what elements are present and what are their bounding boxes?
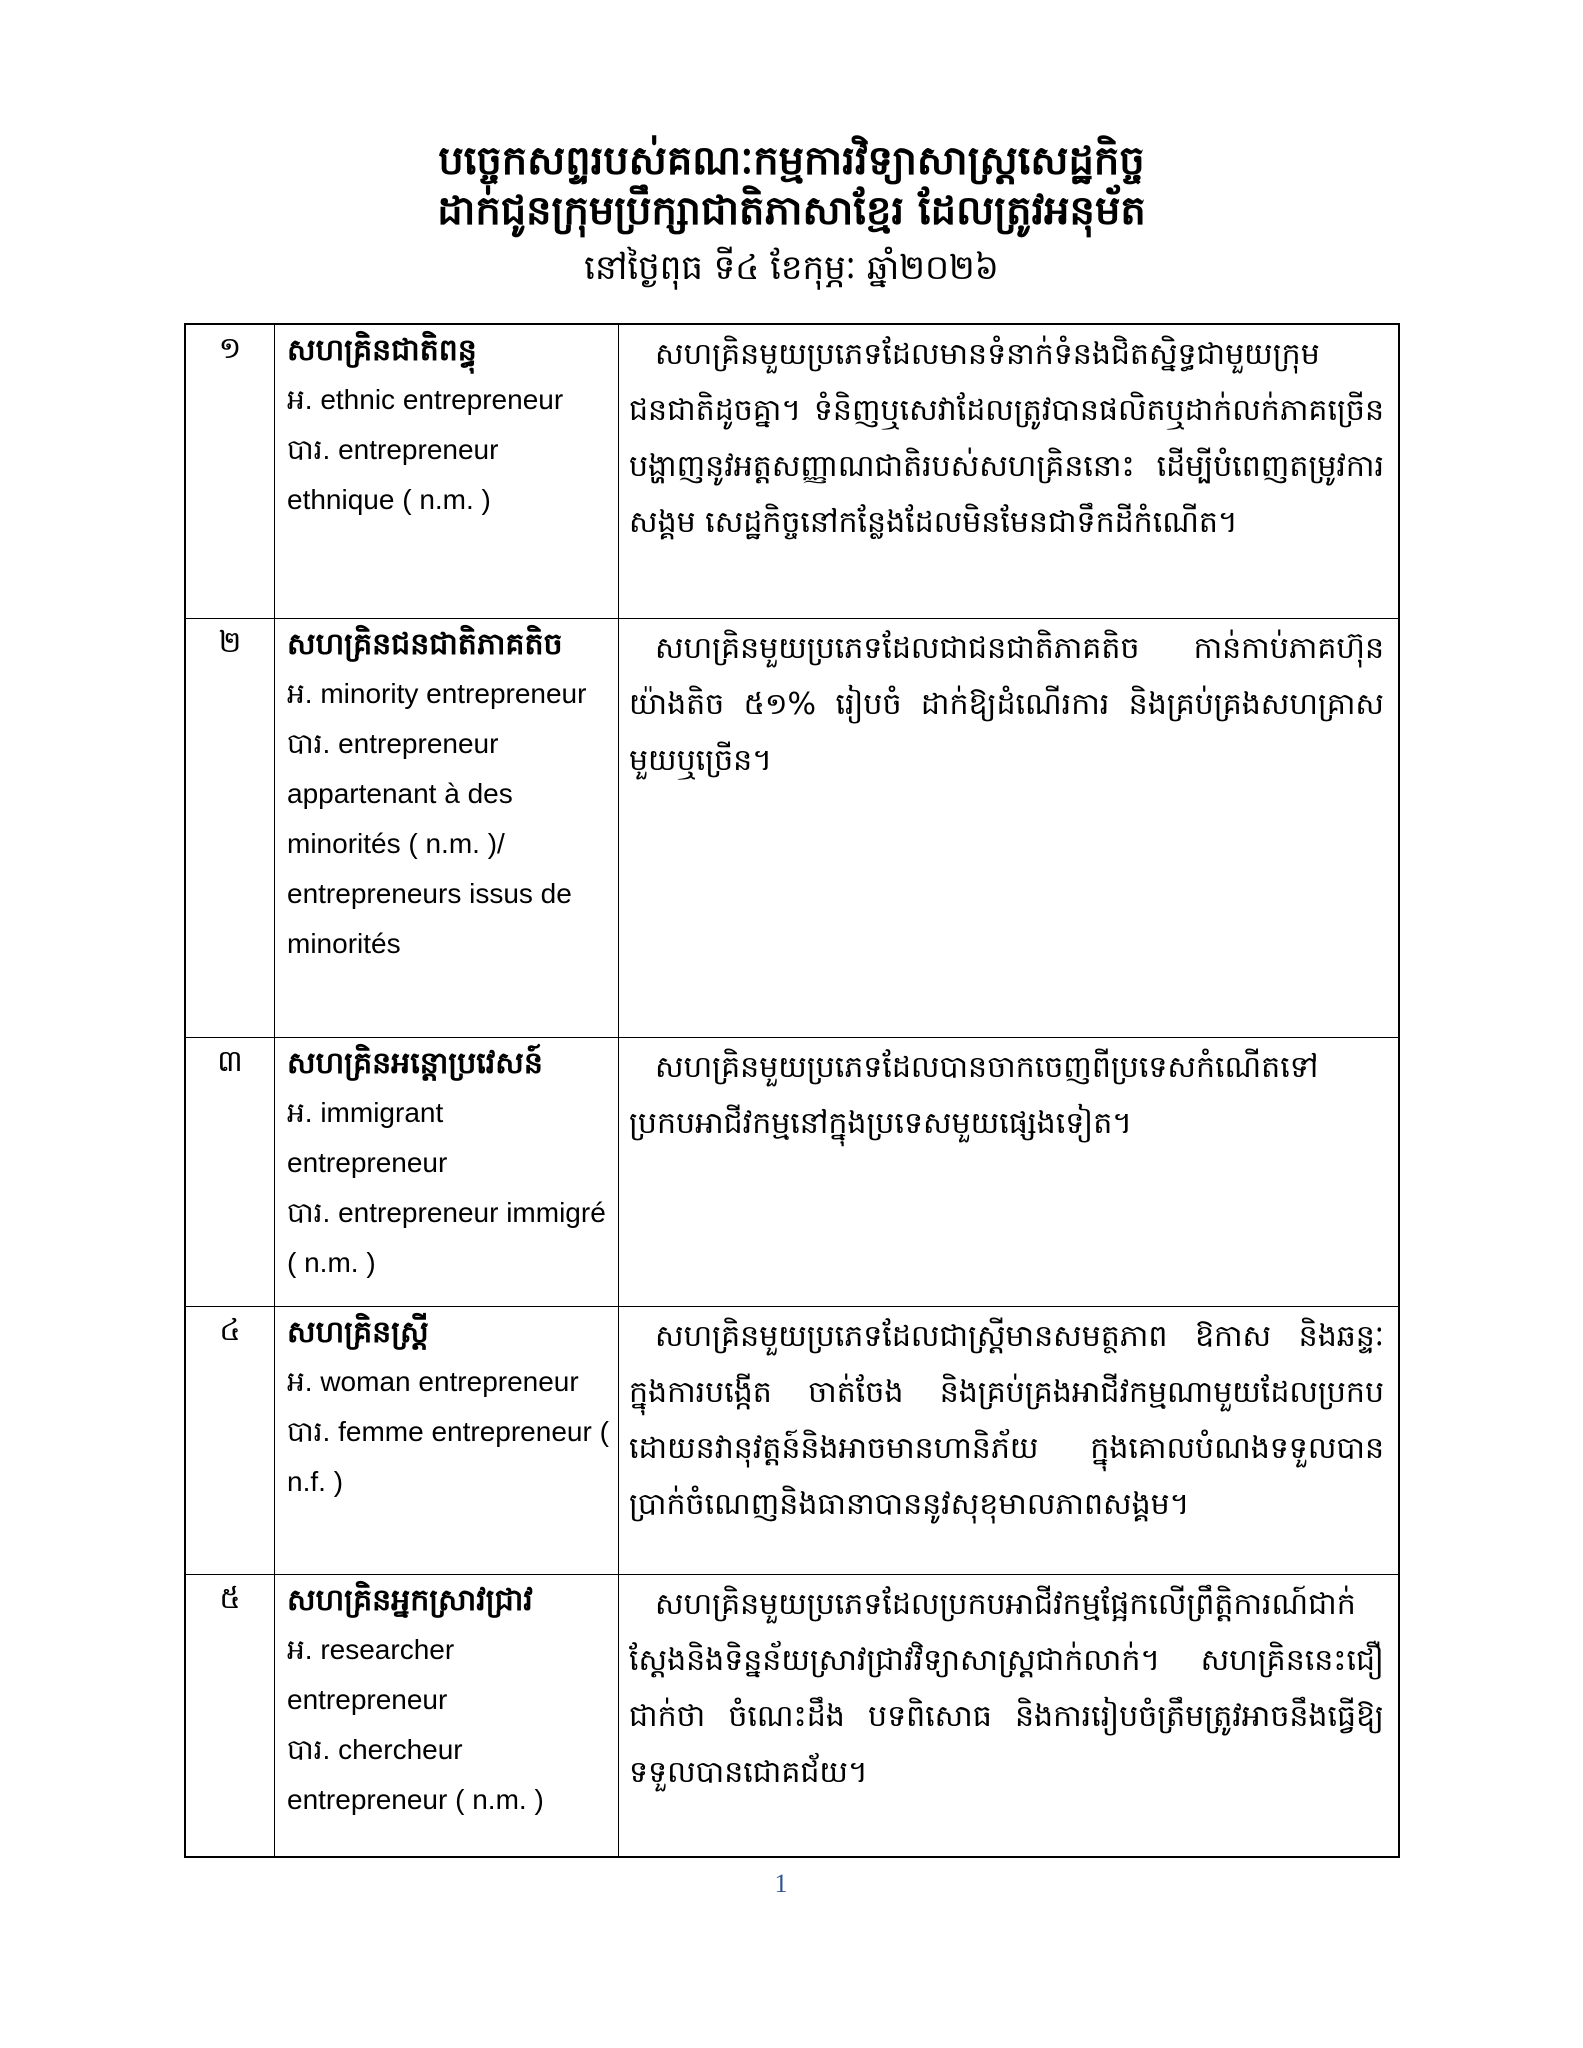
term-cell (275, 325, 619, 619)
term-definition: សហគ្រិនមួយប្រភេទដែលជាជនជាតិភាគតិច កាន់កាប់ភាគហ៊ុនយ៉ាងតិច ៥១% រៀបចំ ដាក់ឱ្យដំណើរការ និងគ្រប់គ្រងសហគ្រាសមួយឬច្រើន។ (619, 619, 1398, 1038)
document-title: បច្ចេកសព្ទរបស់គណៈកម្មការវិទ្យាសាស្ត្រសេដ្ឋកិច្ច (438, 138, 1145, 184)
term-khmer: សហគ្រិនជាតិពន្ធុ (287, 333, 477, 368)
term-number: ៤ (186, 1307, 275, 1575)
term-cell (275, 1038, 619, 1307)
term-number: ៥ (186, 1575, 275, 1856)
term-french: បារ. entrepreneur appartenant à des minorités ( n.m. )/ entrepreneurs issus de minorités (287, 728, 572, 959)
term-definition: សហគ្រិនមួយប្រភេទដែលបានចាកចេញពីប្រទេសកំណើតទៅប្រកបអាជីវកម្មនៅក្នុងប្រទេសមួយផ្សេងទៀត។ (619, 1038, 1398, 1307)
term-number: ២ (186, 619, 275, 1038)
term-english: អ. woman entrepreneur (287, 1366, 579, 1397)
term-cell (275, 619, 619, 1038)
term-khmer: សហគ្រិនអ្នកស្រាវជ្រាវ (287, 1583, 533, 1618)
term-french: បារ. femme entrepreneur ( n.f. ) (287, 1416, 609, 1497)
term-khmer: សហគ្រិនអន្តោប្រវេសន៍ (287, 1046, 543, 1081)
term-cell (275, 1307, 619, 1575)
term-definition: សហគ្រិនមួយប្រភេទដែលមានទំនាក់ទំនងជិតស្និទ្ធជាមួយក្រុមជនជាតិដូចគ្នា។ ទំនិញឬសេវាដែលត្រូវបានផលិតឬដាក់លក់ភាគច្រើនបង្ហាញនូវអត្តសញ្ញាណជាតិរបស់សហគ្រិននោះ ដើម្បីបំពេញតម្រូវការសង្គម សេដ្ឋកិច្ចនៅកន្លែងដែលមិនមែនជាទឹកដីកំណើត។ (619, 325, 1398, 619)
term-english: អ. minority entrepreneur (287, 678, 587, 709)
document-date: នៅថ្ងៃពុធ ទី៤ ខែកុម្ភៈ ឆ្នាំ២០២៦ (584, 248, 999, 288)
term-english: អ. immigrant entrepreneur (287, 1097, 448, 1178)
term-number: ១ (186, 325, 275, 619)
terminology-table (184, 323, 1400, 1858)
term-french: បារ. entrepreneur immigré ( n.m. ) (287, 1197, 606, 1278)
term-english: អ. researcher entrepreneur (287, 1634, 455, 1715)
document-subtitle: ដាក់ជូនក្រុមប្រឹក្សាជាតិភាសាខ្មែរ ដែលត្រូវអនុម័ត (437, 188, 1146, 234)
term-english: អ. ethnic entrepreneur (287, 384, 564, 415)
page-number: 1 (774, 1869, 788, 1898)
term-number: ៣ (186, 1038, 275, 1307)
term-khmer: សហគ្រិនស្ត្រី (287, 1315, 429, 1350)
term-definition: សហគ្រិនមួយប្រភេទដែលជាស្ត្រីមានសមត្ថភាព ឱកាស និងឆន្ទៈ ក្នុងការបង្កើត ចាត់ចែង និងគ្រប់គ្រងអាជីវកម្មណាមួយដែលប្រកបដោយនវានុវត្តន៍និងអាចមានហានិភ័យ ក្នុងគោលបំណងទទួលបានប្រាក់ចំណេញនិងធានាបាននូវសុខុមាលភាពសង្គម។ (619, 1307, 1398, 1575)
term-cell (275, 1575, 619, 1856)
term-french: បារ. entrepreneur ethnique ( n.m. ) (287, 434, 499, 515)
term-definition: សហគ្រិនមួយប្រភេទដែលប្រកបអាជីវកម្មផ្អែកលើព្រឹត្តិការណ៍ជាក់ស្តែងនិងទិន្នន័យស្រាវជ្រាវវិទ្យាសាស្ត្រជាក់លាក់។ សហគ្រិននេះជឿជាក់ថា ចំណេះដឹង បទពិសោធ និងការរៀបចំត្រឹមត្រូវអាចនឹងធ្វើឱ្យទទួលបានជោគជ័យ។ (629, 1587, 1384, 1790)
term-khmer: សហគ្រិនជនជាតិភាគតិច (287, 627, 563, 662)
term-french: បារ. chercheur entrepreneur ( n.m. ) (287, 1734, 544, 1815)
